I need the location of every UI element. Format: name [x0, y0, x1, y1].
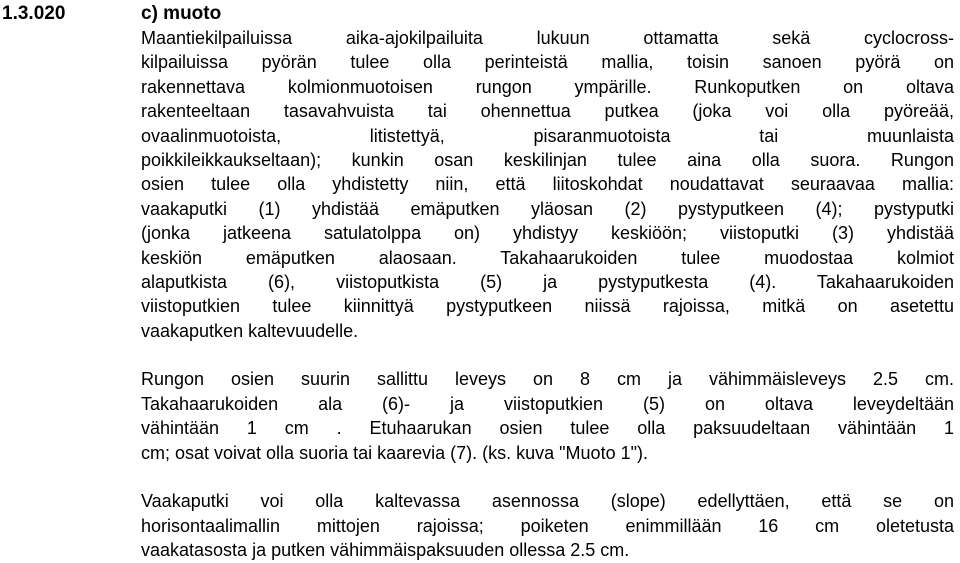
rule-body — [141, 2, 954, 563]
text-line: vaakatasosta ja putken vähimmäispaksuuden ollessa 2.5 cm. — [141, 540, 630, 561]
text-line: keskiön emäputken alaosaan. Takahaarukoiden tulee muodostaa kolmiot — [141, 247, 954, 268]
text-line: Rungon osien suurin sallittu leveys on 8 cm ja vähimmäisleveys 2.5 cm. — [141, 369, 954, 390]
section-heading: c) muoto — [141, 3, 222, 24]
text-line: rakenteeltaan tasavahvuista tai ohennettua putkea (joka voi olla pyöreää, — [141, 101, 954, 122]
text-line: vaakaputken kaltevuudelle. — [141, 320, 359, 341]
text-line: ovaalinmuotoista, litistettyä, pisaranmuotoista tai muunlaista — [141, 125, 954, 146]
text-line: (jonka jatkeena satulatolppa on) yhdistyy keskiöön; viistoputki (3) yhdistää — [141, 223, 954, 244]
text-line: Takahaarukoiden ala (6)- ja viistoputkien (5) on oltava leveydeltään — [141, 393, 954, 414]
paragraph-spacer — [141, 465, 954, 489]
text-line: cm; osat voivat olla suoria tai kaarevia (7). (ks. kuva "Muoto 1"). — [141, 442, 648, 463]
text-line: rakennettava kolmionmuotoisen rungon ympärille. Runkoputken on oltava — [141, 76, 954, 97]
text-line: osien tulee olla yhdistetty niin, että liitoskohdat noudattavat seuraavaa mallia: — [141, 174, 954, 195]
rule-number: 1.3.020 — [2, 3, 66, 24]
paragraph-frame-dimensions — [141, 367, 954, 465]
text-line: kilpailuissa pyörän tulee olla perinteistä mallia, toisin sanoen pyörä on — [141, 52, 954, 73]
text-line: viistoputkien tulee kiinnittyä pystyputkeen niissä rajoissa, mitkä on asetettu — [141, 296, 954, 317]
text-line: Vaakaputki voi olla kaltevassa asennossa (slope) edellyttäen, että se on — [141, 491, 954, 512]
paragraph-top-tube-slope — [141, 489, 954, 562]
paragraph-spacer — [141, 343, 954, 367]
paragraph-frame-shape — [141, 26, 954, 343]
text-line: poikkileikkaukseltaan); kunkin osan keskilinjan tulee aina olla suora. Rungon — [141, 149, 954, 170]
text-line: Maantiekilpailuissa aika-ajokilpailuita lukuun ottamatta sekä cyclocross- — [141, 28, 954, 48]
text-line: vaakaputki (1) yhdistää emäputken yläosan (2) pystyputkeen (4); pystyputki — [141, 198, 954, 219]
text-line: vähintään 1 cm . Etuhaarukan osien tulee olla paksuudeltaan vähintään 1 — [141, 418, 954, 439]
text-line: alaputkista (6), viistoputkista (5) ja pystyputkesta (4). Takahaarukoiden — [141, 271, 954, 292]
text-line: horisontaalimallin mittojen rajoissa; poiketen enimmillään 16 cm oletetusta — [141, 515, 954, 536]
